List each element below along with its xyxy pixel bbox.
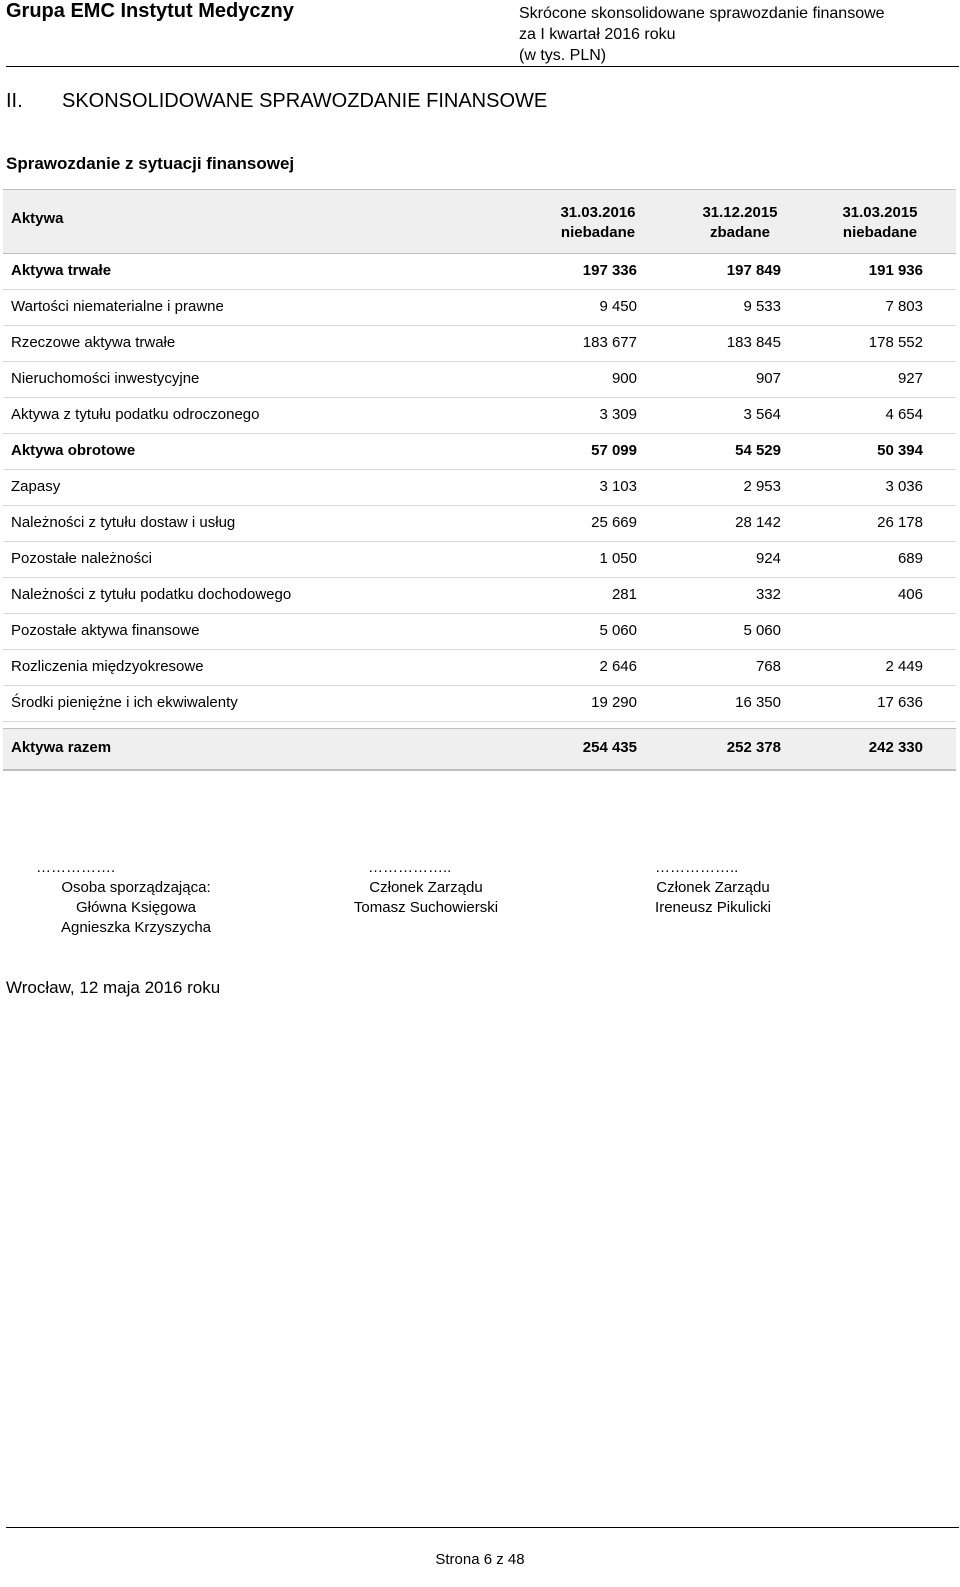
row-value: 183 677 [582,334,637,351]
row-value: 16 350 [735,694,781,711]
column-status: niebadane [842,224,918,241]
report-title-line: (w tys. PLN) [519,47,607,64]
header-divider [6,66,959,67]
row-value: 54 529 [735,442,781,459]
row-label: Nieruchomości inwestycyjne [11,370,200,387]
table-row [3,686,956,722]
row-value: 4 654 [885,406,923,423]
row-value: 28 142 [735,514,781,531]
row-value: 281 [611,586,637,603]
row-label: Rzeczowe aktywa trwałe [11,334,176,351]
financial-table [3,189,956,771]
row-value: 26 178 [877,514,923,531]
row-label: Środki pieniężne i ich ekwiwalenty [11,694,238,711]
report-title [519,3,885,66]
table-row [3,542,956,578]
column-header [820,203,940,243]
signatures [0,858,960,948]
column-header [680,203,800,243]
row-value: 924 [755,550,781,567]
row-value: 5 060 [743,622,781,639]
company-name: Grupa EMC Instytut Medyczny [6,0,294,22]
row-label: Aktywa obrotowe [11,442,136,459]
column-header [538,203,658,243]
row-value: 3 103 [599,478,637,495]
row-value: 768 [755,658,781,675]
page-number: Strona 6 z 48 [435,1551,525,1568]
row-value: 2 449 [885,658,923,675]
row-value: 689 [897,550,923,567]
row-value: 197 336 [582,262,637,279]
signature-line: …………….. [655,859,739,876]
table-row [3,470,956,506]
table-row [3,506,956,542]
section-heading: SKONSOLIDOWANE SPRAWOZDANIE FINANSOWE [62,90,548,112]
column-status: zbadane [709,224,770,241]
row-label: Należności z tytułu dostaw i usług [11,514,236,531]
row-label: Rozliczenia międzyokresowe [11,658,204,675]
table-header [3,189,956,254]
section-title [6,90,547,113]
signature-block [296,858,556,918]
signature-title: Główna Księgowa [75,899,197,916]
statement-subtitle: Sprawozdanie z sytuacji finansowej [6,154,295,173]
row-value: 254 435 [582,739,637,756]
report-title-line: Skrócone skonsolidowane sprawozdanie finansowe [519,5,885,22]
row-value: 2 953 [743,478,781,495]
row-value: 9 533 [743,298,781,315]
row-label: Pozostałe należności [11,550,152,567]
table-row [3,362,956,398]
table-row [3,614,956,650]
row-label: Aktywa z tytułu podatku odroczonego [11,406,260,423]
row-value: 178 552 [868,334,923,351]
row-label: Aktywa trwałe [11,262,112,279]
row-value: 406 [897,586,923,603]
table-header-label: Aktywa [11,210,64,227]
row-value: 57 099 [591,442,637,459]
row-value: 9 450 [599,298,637,315]
place-date: Wrocław, 12 maja 2016 roku [6,978,221,997]
table-row [3,290,956,326]
table-row [3,254,956,290]
row-value: 3 309 [599,406,637,423]
column-status: niebadane [560,224,636,241]
row-label: Aktywa razem [11,739,112,756]
row-label: Zapasy [11,478,61,495]
row-value: 2 646 [599,658,637,675]
signature-role: Członek Zarządu [369,879,483,896]
row-label: Wartości niematerialne i prawne [11,298,224,315]
table-row [3,326,956,362]
row-value: 50 394 [877,442,923,459]
row-value: 25 669 [591,514,637,531]
table-row [3,398,956,434]
row-value: 17 636 [877,694,923,711]
row-value: 1 050 [599,550,637,567]
row-value: 3 564 [743,406,781,423]
row-value: 252 378 [726,739,781,756]
row-value: 332 [755,586,781,603]
signature-block [583,858,843,918]
row-value: 907 [755,370,781,387]
table-row [3,434,956,470]
row-value: 900 [611,370,637,387]
row-label: Należności z tytułu podatku dochodowego [11,586,292,603]
column-date: 31.12.2015 [702,204,778,221]
table-row [3,578,956,614]
report-title-line: za I kwartał 2016 roku [519,26,676,43]
table-body [3,254,956,722]
row-value: 242 330 [868,739,923,756]
signature-line: ……………. [36,859,116,876]
signature-person: Agnieszka Krzyszycha [60,919,212,936]
table-row [3,650,956,686]
column-date: 31.03.2015 [842,204,918,221]
section-number: II. [6,90,23,112]
row-value: 7 803 [885,298,923,315]
row-value: 3 036 [885,478,923,495]
row-value: 197 849 [726,262,781,279]
signature-person: Tomasz Suchowierski [353,899,499,916]
total-row [3,728,956,771]
page-header [0,0,960,68]
row-value: 5 060 [599,622,637,639]
signature-person: Ireneusz Pikulicki [655,899,771,916]
row-value: 19 290 [591,694,637,711]
row-value: 191 936 [868,262,923,279]
signature-line: …………….. [368,859,452,876]
signature-role: Członek Zarządu [656,879,770,896]
row-label: Pozostałe aktywa finansowe [11,622,200,639]
signature-role: Osoba sporządzająca: [61,879,211,896]
column-date: 31.03.2016 [560,204,636,221]
footer-divider [6,1527,959,1528]
row-value: 183 845 [726,334,781,351]
signature-block [6,858,266,938]
row-value: 927 [897,370,923,387]
